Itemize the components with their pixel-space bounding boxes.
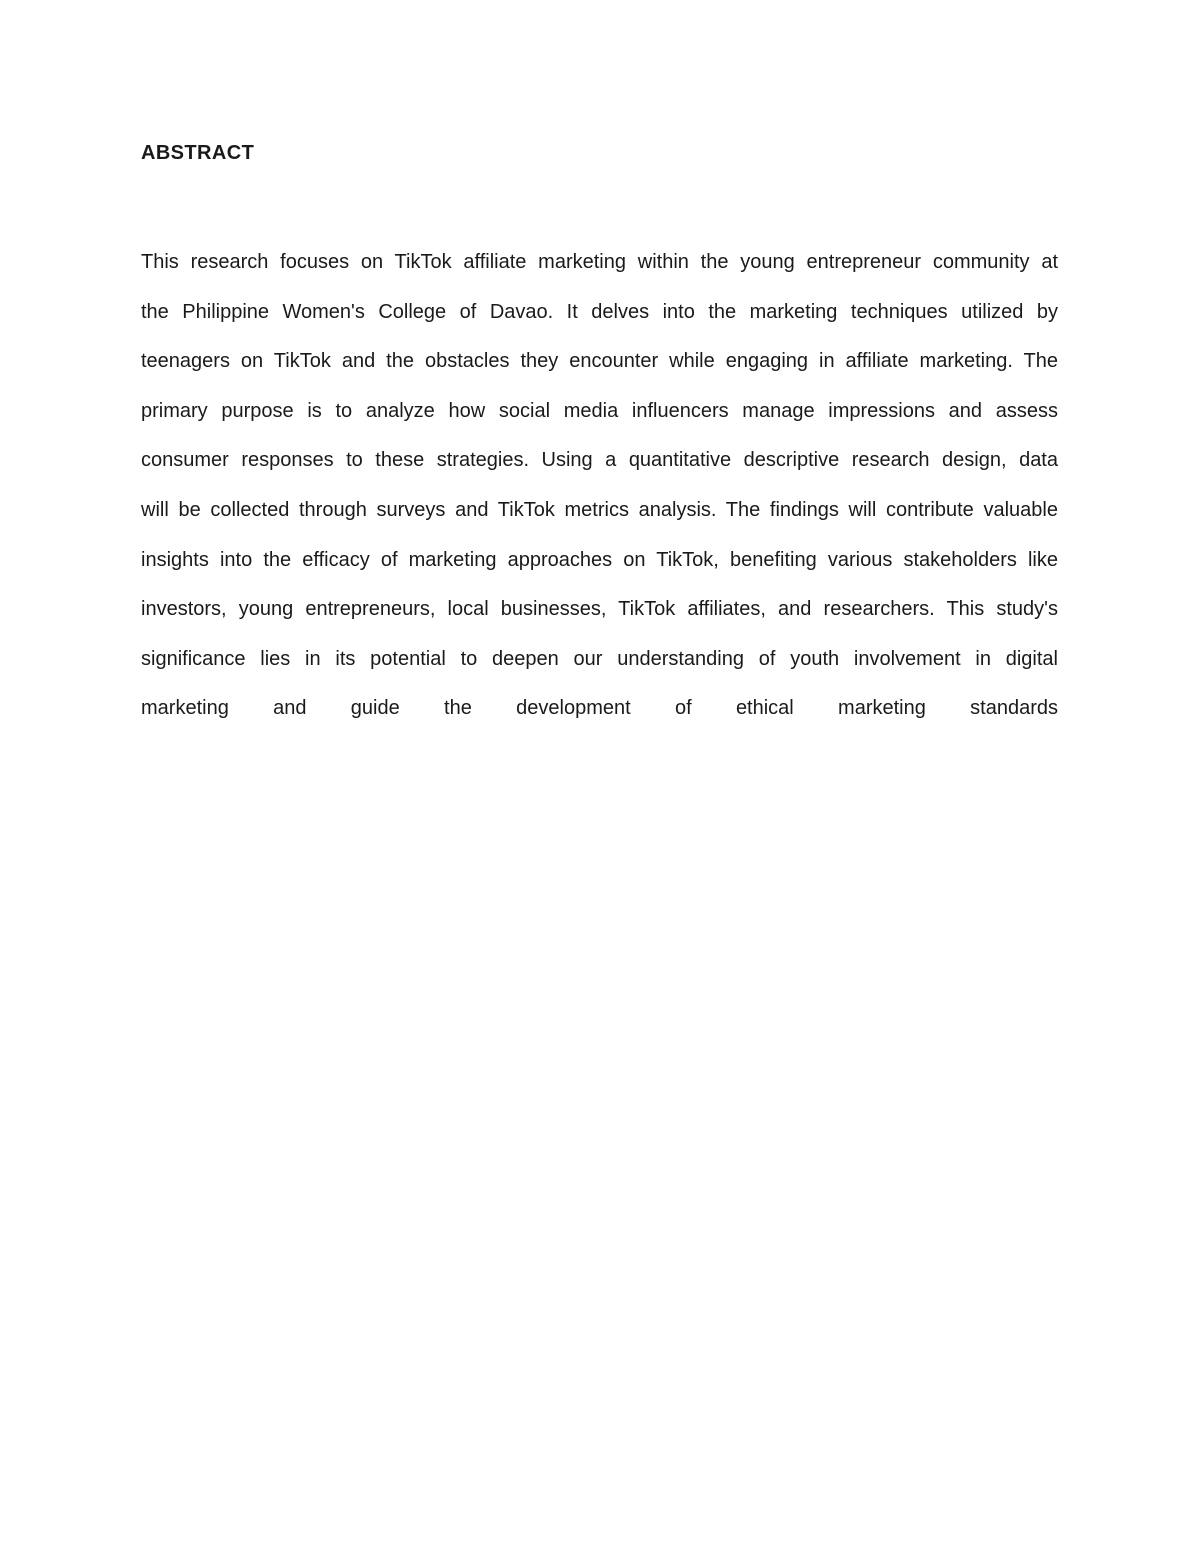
abstract-line: the Philippine Women's College of Davao. It delves into the marketing techniques utilized by	[141, 300, 1058, 323]
abstract-body	[141, 238, 1058, 734]
abstract-line: This research focuses on TikTok affiliate marketing within the young entrepreneur community at	[141, 251, 1058, 273]
abstract-line: teenagers on TikTok and the obstacles they encounter while engaging in affiliate marketing. The	[141, 350, 1058, 373]
abstract-line: significance lies in its potential to deepen our understanding of youth involvement in digital	[141, 647, 1058, 670]
abstract-line: insights into the efficacy of marketing approaches on TikTok, benefiting various stakeholders like	[141, 548, 1058, 571]
abstract-line: marketing and guide the development of ethical marketing standards	[141, 697, 1058, 720]
abstract-line: consumer responses to these strategies. Using a quantitative descriptive research design, data	[141, 449, 1058, 472]
abstract-line: investors, young entrepreneurs, local businesses, TikTok affiliates, and researchers. This study's	[141, 598, 1058, 621]
abstract-line: primary purpose is to analyze how social media influencers manage impressions and assess	[141, 399, 1058, 422]
abstract-line: will be collected through surveys and TikTok metrics analysis. The findings will contribute valuable	[141, 498, 1058, 521]
abstract-heading: ABSTRACT	[141, 142, 255, 164]
